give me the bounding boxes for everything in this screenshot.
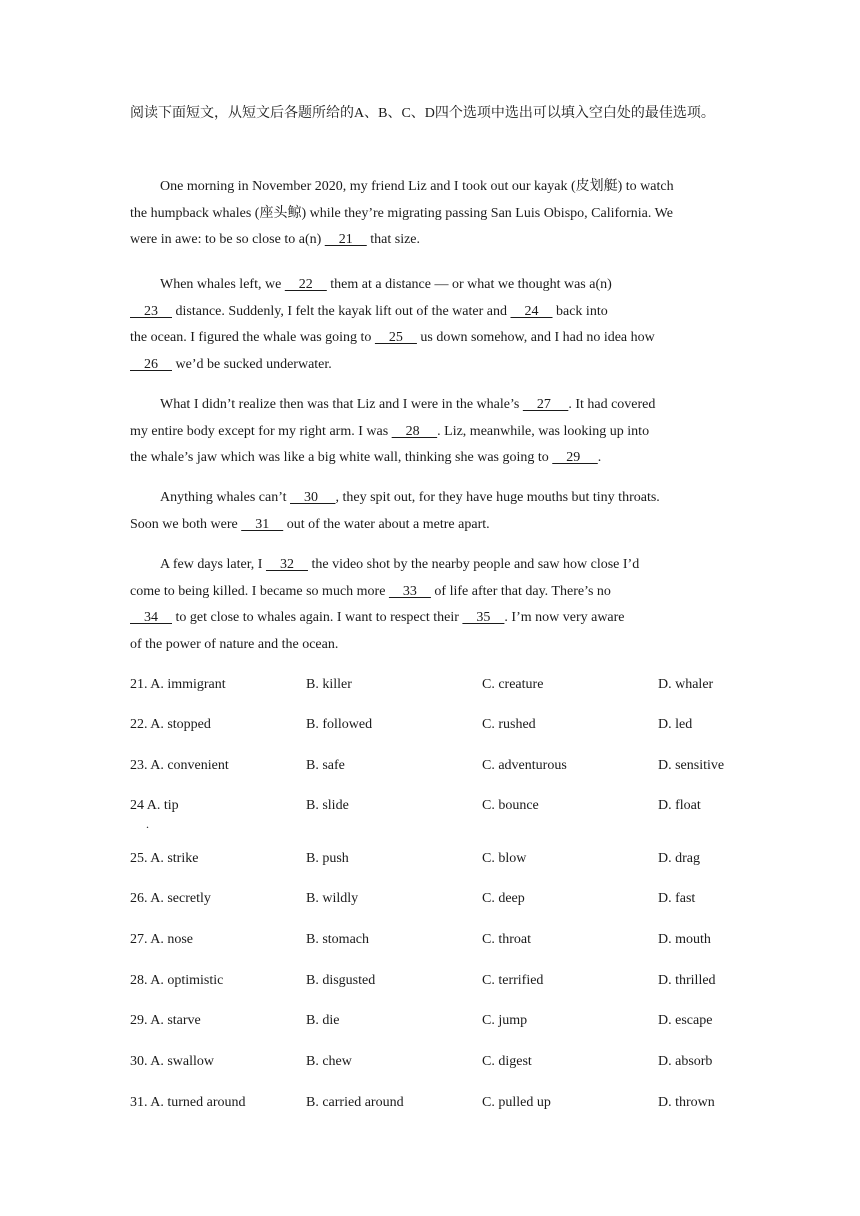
passage-text: , they spit out, for they have huge mouths but tiny throats. bbox=[335, 490, 660, 505]
option-a[interactable]: 25. A. strike bbox=[130, 851, 199, 866]
option-c[interactable]: C. adventurous bbox=[482, 758, 567, 773]
passage-text: to get close to whales again. I want to respect their bbox=[172, 610, 463, 625]
option-b[interactable]: B. slide bbox=[306, 798, 349, 813]
option-c[interactable]: C. throat bbox=[482, 932, 531, 947]
option-c[interactable]: C. blow bbox=[482, 851, 527, 866]
option-d[interactable]: D. escape bbox=[658, 1013, 713, 1028]
option-c[interactable]: C. pulled up bbox=[482, 1095, 551, 1110]
passage-text: were in awe: to be so close to a(n) bbox=[130, 232, 325, 247]
option-a[interactable]: 29. A. starve bbox=[130, 1013, 201, 1028]
option-b[interactable]: B. chew bbox=[306, 1054, 352, 1069]
option-d[interactable]: D. thrown bbox=[658, 1095, 715, 1110]
option-a[interactable]: 21. A. immigrant bbox=[130, 677, 226, 692]
option-a[interactable]: 22. A. stopped bbox=[130, 717, 211, 732]
option-b[interactable]: B. followed bbox=[306, 717, 373, 732]
question-24-options bbox=[130, 794, 770, 818]
passage-text: the video shot by the nearby people and saw how close I’d bbox=[307, 557, 640, 572]
blank-27[interactable]: 27 bbox=[522, 397, 569, 412]
passage-text: come to being killed. I became so much more bbox=[130, 583, 389, 599]
option-b[interactable]: B. die bbox=[306, 1013, 340, 1028]
option-d[interactable]: D. float bbox=[658, 798, 701, 813]
blank-35[interactable]: 35 bbox=[462, 610, 505, 625]
option-d[interactable]: D. drag bbox=[658, 851, 700, 866]
option-d[interactable]: D. led bbox=[658, 717, 693, 732]
passage-text: we’d be sucked underwater. bbox=[172, 356, 332, 372]
question-26-options bbox=[130, 887, 770, 911]
passage-text: Soon we both were bbox=[130, 516, 242, 532]
option-a[interactable]: 28. A. optimistic bbox=[130, 973, 224, 988]
passage-text: . Liz, meanwhile, was looking up into bbox=[437, 423, 650, 439]
question-21-options bbox=[130, 673, 770, 697]
passage-text: out of the water about a metre apart. bbox=[283, 516, 490, 532]
passage-text: One morning in November 2020, my friend Liz and I took out our kayak (皮划艇) to watch bbox=[160, 179, 674, 194]
option-a[interactable]: 24 A. tip bbox=[130, 798, 179, 813]
option-d[interactable]: D. whaler bbox=[658, 677, 714, 692]
passage-text: When whales left, we bbox=[160, 277, 285, 292]
blank-34[interactable]: 34 bbox=[130, 610, 172, 625]
passage-paragraph-1 bbox=[130, 174, 730, 254]
option-b[interactable]: B. safe bbox=[306, 758, 345, 773]
passage-text: . It had covered bbox=[568, 397, 656, 412]
option-a[interactable]: 30. A. swallow bbox=[130, 1054, 214, 1069]
blank-25[interactable]: 25 bbox=[374, 330, 417, 345]
question-28-options bbox=[130, 969, 770, 993]
passage-paragraph-3 bbox=[130, 392, 730, 472]
question-27-options bbox=[130, 928, 770, 952]
passage-text: What I didn’t realize then was that Liz and I were in the whale’s bbox=[160, 397, 523, 412]
option-c[interactable]: C. terrified bbox=[482, 973, 544, 988]
blank-31[interactable]: 31 bbox=[241, 516, 284, 532]
blank-21[interactable]: 21 bbox=[324, 232, 367, 247]
question-25-options bbox=[130, 847, 770, 871]
blank-29[interactable]: 29 bbox=[552, 450, 598, 465]
option-c[interactable]: C. digest bbox=[482, 1054, 532, 1069]
passage-text: . I’m now very aware bbox=[504, 610, 625, 625]
option-c[interactable]: C. creature bbox=[482, 677, 544, 692]
option-d[interactable]: D. fast bbox=[658, 891, 696, 906]
passage-paragraph-4 bbox=[130, 485, 730, 538]
option-b[interactable]: B. stomach bbox=[306, 932, 369, 947]
option-b[interactable]: B. carried around bbox=[306, 1095, 404, 1110]
passage-text: the humpback whales (座头鲸) while they’re migrating passing San Luis Obispo, California. We bbox=[130, 205, 673, 221]
passage-text: that size. bbox=[366, 232, 421, 247]
blank-26[interactable]: 26 bbox=[130, 356, 172, 372]
passage-paragraph-5 bbox=[130, 552, 730, 658]
passage-text: distance. Suddenly, I felt the kayak lift out of the water and bbox=[172, 303, 511, 319]
option-d[interactable]: D. mouth bbox=[658, 932, 711, 947]
stray-dot-mark: . bbox=[146, 817, 149, 831]
option-b[interactable]: B. wildly bbox=[306, 891, 359, 906]
passage-text: Anything whales can’t bbox=[160, 490, 290, 505]
option-d[interactable]: D. absorb bbox=[658, 1054, 713, 1069]
option-c[interactable]: C. rushed bbox=[482, 717, 536, 732]
passage-text: . bbox=[597, 450, 602, 465]
blank-23[interactable]: 23 bbox=[130, 303, 172, 319]
option-a[interactable]: 23. A. convenient bbox=[130, 758, 229, 773]
option-b[interactable]: B. push bbox=[306, 851, 349, 866]
option-c[interactable]: C. jump bbox=[482, 1013, 528, 1028]
passage-text: us down somehow, and I had no idea how bbox=[416, 330, 655, 345]
option-c[interactable]: C. deep bbox=[482, 891, 525, 906]
option-d[interactable]: D. sensitive bbox=[658, 758, 725, 773]
passage-text: the whale’s jaw which was like a big white wall, thinking she was going to bbox=[130, 450, 553, 465]
passage-paragraph-2 bbox=[130, 272, 730, 378]
passage-text: them at a distance — or what we thought was a(n) bbox=[326, 277, 612, 292]
passage-text: of life after that day. There’s no bbox=[430, 583, 611, 599]
question-31-options bbox=[130, 1091, 770, 1115]
passage-text: the ocean. I figured the whale was going to bbox=[130, 330, 375, 345]
option-b[interactable]: B. killer bbox=[306, 677, 352, 692]
option-a[interactable]: 26. A. secretly bbox=[130, 891, 211, 906]
blank-32[interactable]: 32 bbox=[265, 557, 308, 572]
option-d[interactable]: D. thrilled bbox=[658, 973, 716, 988]
passage-text: my entire body except for my right arm. I was bbox=[130, 423, 392, 439]
passage-text: back into bbox=[552, 303, 608, 319]
question-22-options bbox=[130, 713, 770, 737]
passage-text: A few days later, I bbox=[160, 557, 266, 572]
blank-33[interactable]: 33 bbox=[388, 583, 431, 599]
option-a[interactable]: 31. A. turned around bbox=[130, 1095, 246, 1110]
question-30-options bbox=[130, 1050, 770, 1074]
blank-22[interactable]: 22 bbox=[284, 277, 327, 292]
question-29-options bbox=[130, 1009, 770, 1033]
option-a[interactable]: 27. A. nose bbox=[130, 932, 193, 947]
option-b[interactable]: B. disgusted bbox=[306, 973, 376, 988]
blank-30[interactable]: 30 bbox=[290, 490, 336, 505]
option-c[interactable]: C. bounce bbox=[482, 798, 539, 813]
passage-text: of the power of nature and the ocean. bbox=[130, 636, 339, 652]
blank-24[interactable]: 24 bbox=[510, 303, 553, 319]
question-23-options bbox=[130, 754, 770, 778]
blank-28[interactable]: 28 bbox=[391, 423, 438, 439]
instruction-text: 阅读下面短文，从短文后各题所给的A、B、C、D四个选项中选出可以填入空白处的最佳选项。 bbox=[130, 106, 715, 121]
